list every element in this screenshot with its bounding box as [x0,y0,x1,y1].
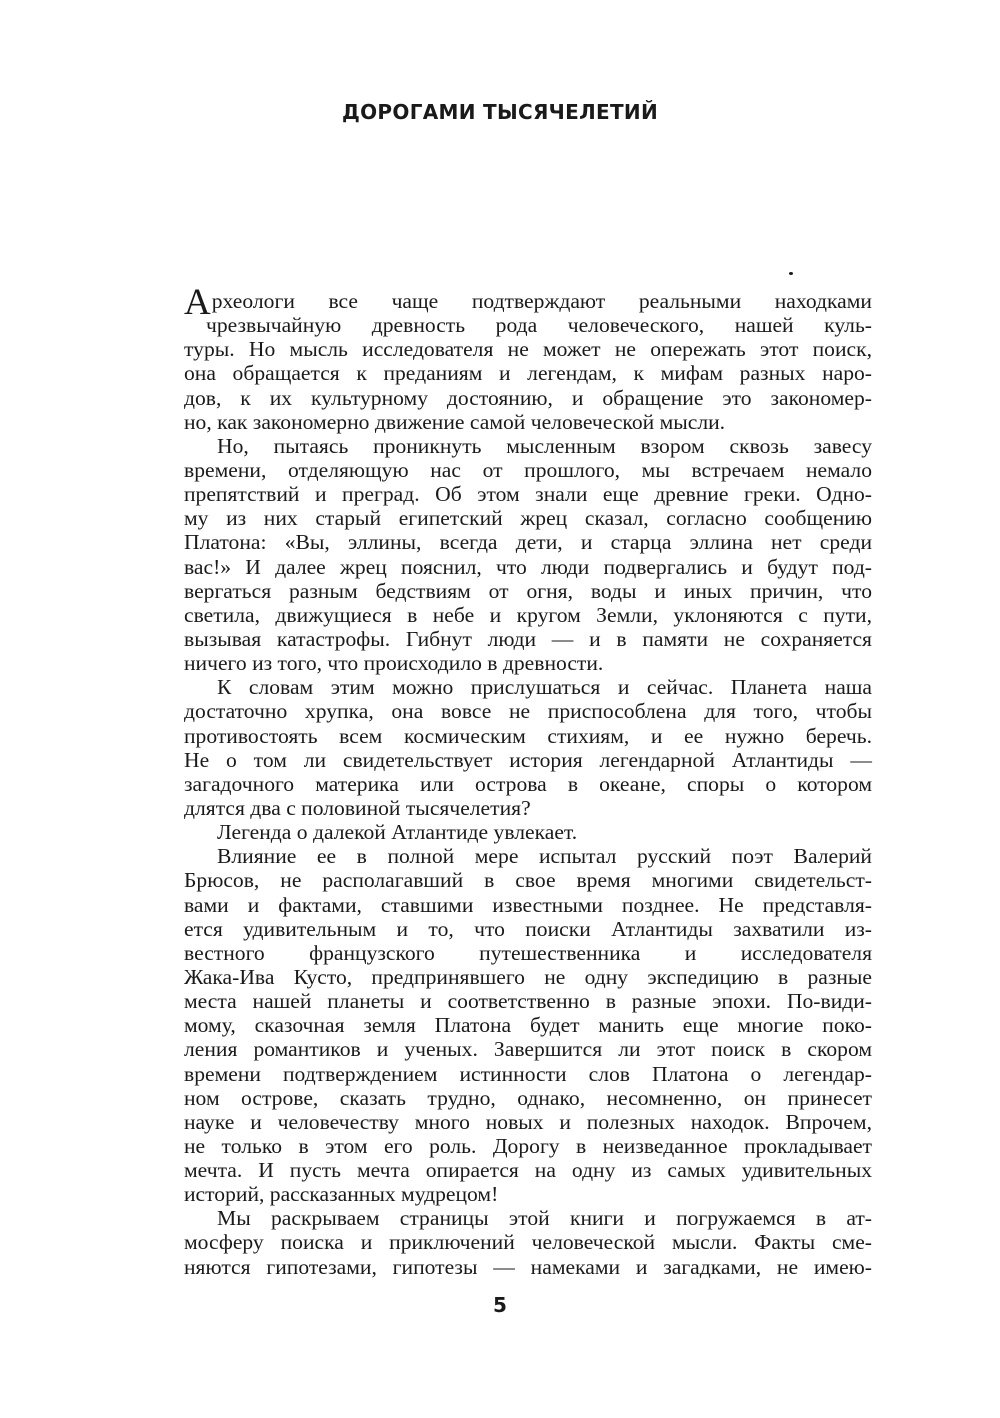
print-speck [789,272,793,275]
page-number: 5 [493,1293,507,1317]
text-line: Не о том ли свидетельствует история легендарной Атлантиды — [184,747,872,772]
paragraph [184,1206,872,1278]
text-line: ления романтиков и ученых. Завершится ли этот поиск в скором [184,1037,872,1062]
text-line: мому, сказочная земля Платона будет манить еще многие поко- [184,1013,872,1038]
text-line: науке и человечеству много новых и полезных находок. Впрочем, [184,1109,872,1134]
text-line: но, как закономерно движение самой человеческой мысли. [184,409,726,434]
text-line: вами и фактами, ставшими известными позднее. Не представля- [184,892,872,917]
text-line: она обращается к преданиям и легендам, к мифам разных наро- [184,361,872,386]
text-line: ется удивительным и то, что поиски Атлантиды захватили из- [184,916,872,941]
text-line: противостоять всем космическим стихиям, и ее нужно беречь. [184,723,872,748]
body-text [184,282,872,1279]
text-line: туры. Но мысль исследователя не может не опережать этот поиск, [184,337,872,362]
text-line: К словам этим можно прислушаться и сейчас. Планета наша [217,675,872,700]
text-line: мечта. И пусть мечта опирается на одну из самых удивительных [184,1158,872,1183]
text-line: мосферу поиска и приключений человеческой мысли. Факты сме- [184,1230,872,1255]
text-line: ничего из того, что происходило в древности. [184,651,604,676]
text-line: няются гипотезами, гипотезы — намеками и загадками, не имею- [184,1254,872,1279]
text-line: достаточно хрупка, она вовсе не приспособлена для того, чтобы [184,699,872,724]
text-line: вергаться разным бедствиям от огня, воды и иных причин, что [184,578,872,603]
drop-cap: А [184,282,211,323]
paragraph [184,675,872,820]
text-line: Платона: «Вы, эллины, всегда дети, и старца эллина нет среди [184,530,872,555]
text-line: Легенда о далекой Атлантиде увлекает. [217,820,578,845]
paragraph [184,434,872,675]
paragraph [184,820,872,844]
text-line: длятся два с половиной тысячелетия? [184,795,531,820]
text-line: препятствий и преград. Об этом знали еще древние греки. Одно- [184,482,872,507]
text-line: Жака-Ива Кусто, предпринявшего не одну экспедицию в разные [184,964,872,989]
text-line: места нашей планеты и соответственно в разные эпохи. По-види- [184,989,872,1014]
text-line: ном острове, сказать трудно, однако, несомненно, он принесет [184,1085,872,1110]
text-line: времени, отделяющую нас от прошлого, мы встречаем немало [184,457,872,482]
text-line: Влияние ее в полной мере испытал русский поэт Валерий [217,844,872,869]
text-line: Археологи все чаще подтверждают реальными находками [184,282,872,323]
text-line: историй, рассказанных мудрецом! [184,1182,499,1207]
text-line: дов, к их культурному достоянию, и обращение это закономер- [184,385,872,410]
page-title: ДОРОГАМИ ТЫСЯЧЕЛЕТИЙ [342,100,658,124]
text-line: Брюсов, не располагавший в свое время многими свидетельст- [184,868,872,893]
text-line: вас!» И далее жрец пояснил, что люди подвергались и будут под- [184,554,872,579]
text-line: времени подтверждением истинности слов Платона о легендар- [184,1061,872,1086]
text-line: загадочного материка или острова в океане, споры о котором [184,771,872,796]
text-line: не только в этом его роль. Дорогу в неизведанное прокладывает [184,1133,872,1158]
text-line: светила, движущиеся в небе и кругом Земли, уклоняются с пути, [184,602,872,627]
text-line: му из них старый египетский жрец сказал, согласно сообщению [184,506,872,531]
paragraph [184,282,872,434]
paragraph [184,844,872,1206]
text-line: Но, пытаясь проникнуть мысленным взором сквозь завесу [217,433,872,458]
text-line: Мы раскрываем страницы этой книги и погружаемся в ат- [217,1206,872,1231]
text-line: вызывая катастрофы. Гибнут люди — и в памяти не сохраняется [184,626,872,651]
text-line: вестного французского путешественника и исследователя [184,940,872,965]
text-line: чрезвычайную древность рода человеческого, нашей куль- [206,313,872,338]
